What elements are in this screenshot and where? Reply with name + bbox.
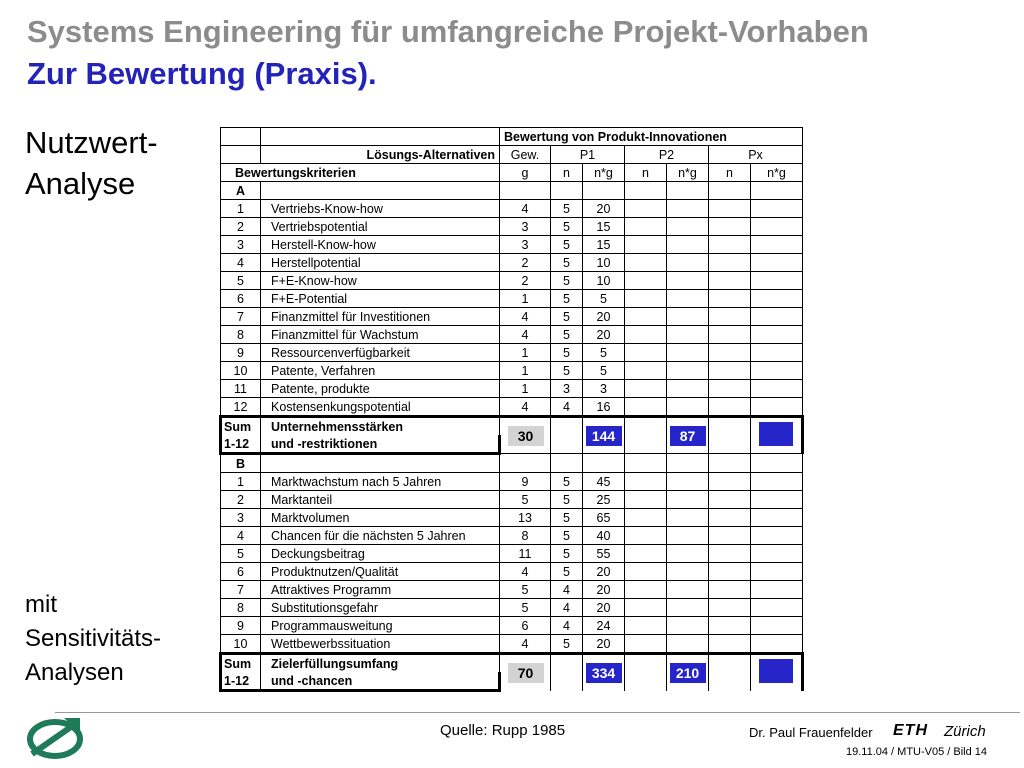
sum-label: und -chancen [261, 672, 500, 691]
criteria-label: Finanzmittel für Wachstum [261, 326, 500, 344]
section-a-row [221, 182, 803, 200]
empty-cell [751, 509, 803, 527]
empty-cell [667, 344, 709, 362]
weight-value: 4 [500, 563, 551, 581]
p1-ng-value: 5 [583, 362, 625, 380]
author-name: Dr. Paul Frauenfelder [749, 725, 873, 740]
p1-n-value: 5 [551, 290, 583, 308]
p1-n-value: 5 [551, 326, 583, 344]
empty-cell [709, 509, 751, 527]
sum-p1-value: 144 [586, 426, 622, 446]
empty-cell [751, 254, 803, 272]
criteria-number: 7 [221, 308, 261, 326]
empty-cell [751, 635, 803, 654]
p1-n-value: 5 [551, 236, 583, 254]
p1-n-value: 4 [551, 398, 583, 417]
empty-cell [709, 599, 751, 617]
p1-n-value: 4 [551, 599, 583, 617]
side-heading-line: mit [25, 591, 57, 618]
criteria-row [221, 527, 803, 545]
sum-p1-value: 334 [586, 663, 622, 683]
empty-cell [751, 200, 803, 218]
criteria-row [221, 635, 803, 654]
criteria-number: 6 [221, 290, 261, 308]
empty-cell [625, 563, 667, 581]
empty-cell [625, 254, 667, 272]
nutzwert-table [219, 127, 804, 692]
sum-p2-value: 210 [670, 663, 706, 683]
empty-cell [751, 308, 803, 326]
weight-value: 4 [500, 200, 551, 218]
empty-cell [625, 344, 667, 362]
p1-ng-value: 5 [583, 344, 625, 362]
criteria-row [221, 272, 803, 290]
criteria-label: Patente, produkte [261, 380, 500, 398]
empty-cell [667, 290, 709, 308]
empty-cell [625, 581, 667, 599]
zurich-wordmark: Zürich [944, 723, 986, 740]
col-n: n [551, 164, 583, 182]
empty-cell [625, 599, 667, 617]
weight-value: 2 [500, 254, 551, 272]
empty-cell [709, 218, 751, 236]
empty-cell [709, 473, 751, 491]
footer-divider [55, 712, 1020, 713]
p1-ng-value: 15 [583, 236, 625, 254]
sum-tag: 1-12 [221, 435, 261, 454]
source-citation: Quelle: Rupp 1985 [440, 722, 566, 739]
sum-label: und -restriktionen [261, 435, 500, 454]
empty-cell [751, 344, 803, 362]
empty-cell [667, 200, 709, 218]
empty-cell [625, 290, 667, 308]
side-heading-line: Sensitivitäts- [25, 625, 162, 652]
empty-cell [751, 290, 803, 308]
empty-cell [667, 617, 709, 635]
criteria-number: 9 [221, 617, 261, 635]
empty-cell [709, 326, 751, 344]
criteria-number: 4 [221, 527, 261, 545]
empty-cell [709, 308, 751, 326]
p1-n-value: 5 [551, 509, 583, 527]
criteria-number: 3 [221, 509, 261, 527]
criteria-label: Attraktives Programm [261, 581, 500, 599]
criteria-row [221, 308, 803, 326]
sum-label: Zielerfüllungsumfang [261, 654, 500, 673]
empty-cell [625, 527, 667, 545]
criteria-row [221, 617, 803, 635]
empty-cell [667, 326, 709, 344]
criteria-label: F+E-Know-how [261, 272, 500, 290]
p1-ng-value: 25 [583, 491, 625, 509]
empty-cell [667, 272, 709, 290]
empty-cell [751, 398, 803, 417]
p1-ng-value: 20 [583, 200, 625, 218]
criteria-row [221, 362, 803, 380]
criteria-row [221, 509, 803, 527]
eth-logo-icon [26, 714, 84, 760]
criteria-row [221, 344, 803, 362]
p1-ng-value: 40 [583, 527, 625, 545]
empty-cell [751, 473, 803, 491]
criteria-row [221, 563, 803, 581]
empty-cell [625, 308, 667, 326]
p1-ng-value: 65 [583, 509, 625, 527]
empty-cell [709, 617, 751, 635]
criteria-row [221, 581, 803, 599]
empty-cell [667, 236, 709, 254]
empty-cell [751, 527, 803, 545]
criteria-label: Herstellpotential [261, 254, 500, 272]
section-label: A [221, 182, 261, 200]
criteria-number: 7 [221, 581, 261, 599]
p1-ng-value: 45 [583, 473, 625, 491]
weight-value: 3 [500, 218, 551, 236]
empty-cell [709, 527, 751, 545]
p1-n-value: 5 [551, 545, 583, 563]
criteria-label: Substitutionsgefahr [261, 599, 500, 617]
criteria-label: Vertriebspotential [261, 218, 500, 236]
p1-ng-value: 20 [583, 599, 625, 617]
col-g: g [500, 164, 551, 182]
criteria-row [221, 218, 803, 236]
weight-value: 4 [500, 326, 551, 344]
p1-n-value: 4 [551, 617, 583, 635]
empty-cell [709, 545, 751, 563]
weight-value: 1 [500, 380, 551, 398]
p1-ng-value: 20 [583, 635, 625, 654]
sum-p2-value: 87 [670, 426, 706, 446]
header-criteria: Bewertungskriterien [221, 164, 500, 182]
weight-value: 1 [500, 290, 551, 308]
weight-value: 4 [500, 398, 551, 417]
weight-value: 3 [500, 236, 551, 254]
sum-tag: 1-12 [221, 672, 261, 691]
criteria-label: Marktanteil [261, 491, 500, 509]
sum-row-a [221, 417, 803, 436]
empty-cell [667, 545, 709, 563]
header-gew: Gew. [500, 146, 551, 164]
col-n: n [709, 164, 751, 182]
empty-cell [709, 380, 751, 398]
empty-cell [709, 200, 751, 218]
weight-value: 9 [500, 473, 551, 491]
criteria-row [221, 254, 803, 272]
weight-value: 13 [500, 509, 551, 527]
empty-cell [709, 254, 751, 272]
sum-g-value: 30 [508, 426, 544, 446]
criteria-label: Marktvolumen [261, 509, 500, 527]
criteria-number: 5 [221, 545, 261, 563]
p1-n-value: 5 [551, 362, 583, 380]
empty-cell [625, 545, 667, 563]
col-ng: n*g [583, 164, 625, 182]
empty-cell [667, 527, 709, 545]
criteria-number: 6 [221, 563, 261, 581]
weight-value: 2 [500, 272, 551, 290]
empty-cell [667, 581, 709, 599]
empty-cell [667, 398, 709, 417]
empty-cell [625, 491, 667, 509]
empty-cell [751, 491, 803, 509]
criteria-label: Chancen für die nächsten 5 Jahren [261, 527, 500, 545]
p1-ng-value: 20 [583, 326, 625, 344]
empty-cell [667, 308, 709, 326]
criteria-row [221, 491, 803, 509]
empty-cell [751, 599, 803, 617]
criteria-number: 8 [221, 326, 261, 344]
empty-cell [751, 581, 803, 599]
criteria-label: Ressourcenverfügbarkeit [261, 344, 500, 362]
slide-reference: 19.11.04 / MTU-V05 / Bild 14 [846, 746, 988, 758]
criteria-row [221, 236, 803, 254]
criteria-row [221, 473, 803, 491]
sum-px-value [759, 659, 793, 683]
criteria-number: 4 [221, 254, 261, 272]
p1-n-value: 4 [551, 581, 583, 599]
p1-n-value: 5 [551, 563, 583, 581]
criteria-number: 11 [221, 380, 261, 398]
weight-value: 5 [500, 491, 551, 509]
empty-cell [751, 563, 803, 581]
criteria-number: 12 [221, 398, 261, 417]
p1-ng-value: 3 [583, 380, 625, 398]
criteria-number: 1 [221, 473, 261, 491]
empty-cell [709, 344, 751, 362]
p1-ng-value: 20 [583, 581, 625, 599]
sum-label: Unternehmensstärken [261, 417, 500, 436]
criteria-label: Herstell-Know-how [261, 236, 500, 254]
criteria-row [221, 599, 803, 617]
p1-ng-value: 20 [583, 308, 625, 326]
p1-ng-value: 10 [583, 272, 625, 290]
sum-tag: Sum [221, 654, 261, 673]
section-b-row [221, 454, 803, 473]
criteria-row [221, 200, 803, 218]
empty-cell [751, 218, 803, 236]
criteria-label: Patente, Verfahren [261, 362, 500, 380]
empty-cell [751, 236, 803, 254]
empty-cell [751, 272, 803, 290]
criteria-label: Finanzmittel für Investitionen [261, 308, 500, 326]
sum-px-value [759, 422, 793, 446]
empty-cell [625, 398, 667, 417]
empty-cell [667, 563, 709, 581]
empty-cell [709, 563, 751, 581]
side-heading-line: Analysen [25, 659, 124, 686]
p1-ng-value: 16 [583, 398, 625, 417]
empty-cell [625, 635, 667, 654]
empty-cell [751, 617, 803, 635]
empty-cell [667, 509, 709, 527]
empty-cell [709, 581, 751, 599]
empty-cell [667, 362, 709, 380]
criteria-label: Vertriebs-Know-how [261, 200, 500, 218]
criteria-label: Marktwachstum nach 5 Jahren [261, 473, 500, 491]
header-p2: P2 [625, 146, 709, 164]
criteria-row [221, 545, 803, 563]
side-heading-sensitivity [25, 588, 161, 690]
p1-n-value: 5 [551, 200, 583, 218]
empty-cell [751, 545, 803, 563]
sum-tag: Sum [221, 417, 261, 436]
p1-ng-value: 5 [583, 290, 625, 308]
weight-value: 4 [500, 635, 551, 654]
p1-n-value: 5 [551, 473, 583, 491]
sum-g-value: 70 [508, 663, 544, 683]
empty-cell [709, 362, 751, 380]
p1-n-value: 5 [551, 527, 583, 545]
criteria-number: 9 [221, 344, 261, 362]
criteria-row [221, 380, 803, 398]
p1-n-value: 5 [551, 635, 583, 654]
empty-cell [709, 635, 751, 654]
p1-n-value: 5 [551, 218, 583, 236]
header-row-alternatives [221, 146, 803, 164]
weight-value: 11 [500, 545, 551, 563]
empty-cell [625, 617, 667, 635]
side-heading-line: Analyse [25, 166, 136, 201]
weight-value: 5 [500, 599, 551, 617]
sum-row-b [221, 654, 803, 673]
empty-cell [667, 380, 709, 398]
criteria-label: Deckungsbeitrag [261, 545, 500, 563]
empty-cell [625, 236, 667, 254]
header-title: Bewertung von Produkt-Innovationen [500, 128, 803, 146]
criteria-row [221, 326, 803, 344]
header-row-columns [221, 164, 803, 182]
weight-value: 8 [500, 527, 551, 545]
col-ng: n*g [667, 164, 709, 182]
empty-cell [625, 326, 667, 344]
col-ng: n*g [751, 164, 803, 182]
criteria-number: 5 [221, 272, 261, 290]
empty-cell [625, 272, 667, 290]
empty-cell [667, 254, 709, 272]
header-p1: P1 [551, 146, 625, 164]
empty-cell [751, 326, 803, 344]
criteria-number: 10 [221, 362, 261, 380]
header-px: Px [709, 146, 803, 164]
empty-cell [625, 380, 667, 398]
criteria-number: 2 [221, 491, 261, 509]
p1-ng-value: 24 [583, 617, 625, 635]
empty-cell [751, 380, 803, 398]
criteria-row [221, 398, 803, 417]
p1-n-value: 3 [551, 380, 583, 398]
empty-cell [625, 362, 667, 380]
slide-title: Systems Engineering für umfangreiche Projekt-Vorhaben [27, 14, 869, 49]
header-row-title [221, 128, 803, 146]
p1-ng-value: 10 [583, 254, 625, 272]
criteria-label: Produktnutzen/Qualität [261, 563, 500, 581]
side-heading-line: Nutzwert- [25, 125, 158, 160]
p1-ng-value: 20 [583, 563, 625, 581]
criteria-label: F+E-Potential [261, 290, 500, 308]
empty-cell [667, 218, 709, 236]
empty-cell [625, 218, 667, 236]
header-alternatives: Lösungs-Alternativen [261, 146, 500, 164]
p1-ng-value: 55 [583, 545, 625, 563]
empty-cell [667, 491, 709, 509]
criteria-number: 3 [221, 236, 261, 254]
p1-ng-value: 15 [583, 218, 625, 236]
criteria-number: 10 [221, 635, 261, 654]
empty-cell [709, 398, 751, 417]
empty-cell [625, 509, 667, 527]
criteria-label: Wettbewerbssituation [261, 635, 500, 654]
side-heading-nutzwert [25, 122, 158, 204]
criteria-label: Kostensenkungspotential [261, 398, 500, 417]
slide-subtitle: Zur Bewertung (Praxis). [27, 56, 377, 91]
criteria-number: 8 [221, 599, 261, 617]
p1-n-value: 5 [551, 308, 583, 326]
weight-value: 1 [500, 362, 551, 380]
table-body [221, 128, 803, 691]
empty-cell [709, 272, 751, 290]
criteria-number: 1 [221, 200, 261, 218]
p1-n-value: 5 [551, 344, 583, 362]
empty-cell [709, 236, 751, 254]
eth-wordmark: ETH [893, 722, 928, 739]
section-label: B [221, 454, 261, 473]
p1-n-value: 5 [551, 254, 583, 272]
empty-cell [751, 362, 803, 380]
criteria-label: Programmausweitung [261, 617, 500, 635]
empty-cell [625, 200, 667, 218]
criteria-number: 2 [221, 218, 261, 236]
weight-value: 4 [500, 308, 551, 326]
empty-cell [709, 290, 751, 308]
weight-value: 6 [500, 617, 551, 635]
weight-value: 1 [500, 344, 551, 362]
empty-cell [709, 491, 751, 509]
empty-cell [667, 635, 709, 654]
p1-n-value: 5 [551, 272, 583, 290]
empty-cell [667, 599, 709, 617]
empty-cell [667, 473, 709, 491]
weight-value: 5 [500, 581, 551, 599]
empty-cell [625, 473, 667, 491]
col-n: n [625, 164, 667, 182]
criteria-row [221, 290, 803, 308]
p1-n-value: 5 [551, 491, 583, 509]
